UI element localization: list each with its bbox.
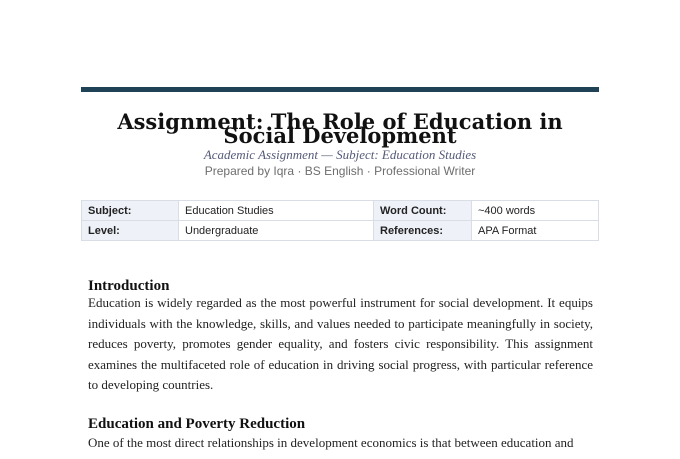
author-byline: Prepared by Iqra · BS English · Professional Writer — [204, 164, 476, 178]
document-title: Assignment: The Role of Education in Social Development — [117, 109, 563, 148]
references-label: References: — [374, 221, 472, 241]
table-row — [82, 221, 599, 241]
header-rule — [81, 87, 599, 92]
word-count-value: ~400 words — [472, 201, 599, 221]
introduction-paragraph: Education is widely regarded as the most powerful instrument for social development. It equips individuals with the knowledge, skills, and values needed to participate meaningfully in society, reduces poverty, promotes gender equality, and fosters civic responsibility. This assignment examines the multifaceted role of education in driving social progress, with particular reference to developing countries. — [88, 295, 593, 392]
introduction-heading: Introduction — [88, 278, 170, 294]
level-label: Level: — [82, 221, 179, 241]
table-row — [82, 201, 599, 221]
subject-label: Subject: — [82, 201, 179, 221]
word-count-label: Word Count: — [374, 201, 472, 221]
subject-value: Education Studies — [179, 201, 374, 221]
document-subtitle: Academic Assignment — Subject: Education Studies — [203, 147, 477, 162]
level-value: Undergraduate — [179, 221, 374, 241]
poverty-reduction-heading: Education and Poverty Reduction — [88, 416, 306, 432]
references-value: APA Format — [472, 221, 599, 241]
poverty-reduction-paragraph: One of the most direct relationships in development economics is that between education and — [88, 435, 574, 450]
assignment-info-table — [81, 200, 599, 241]
